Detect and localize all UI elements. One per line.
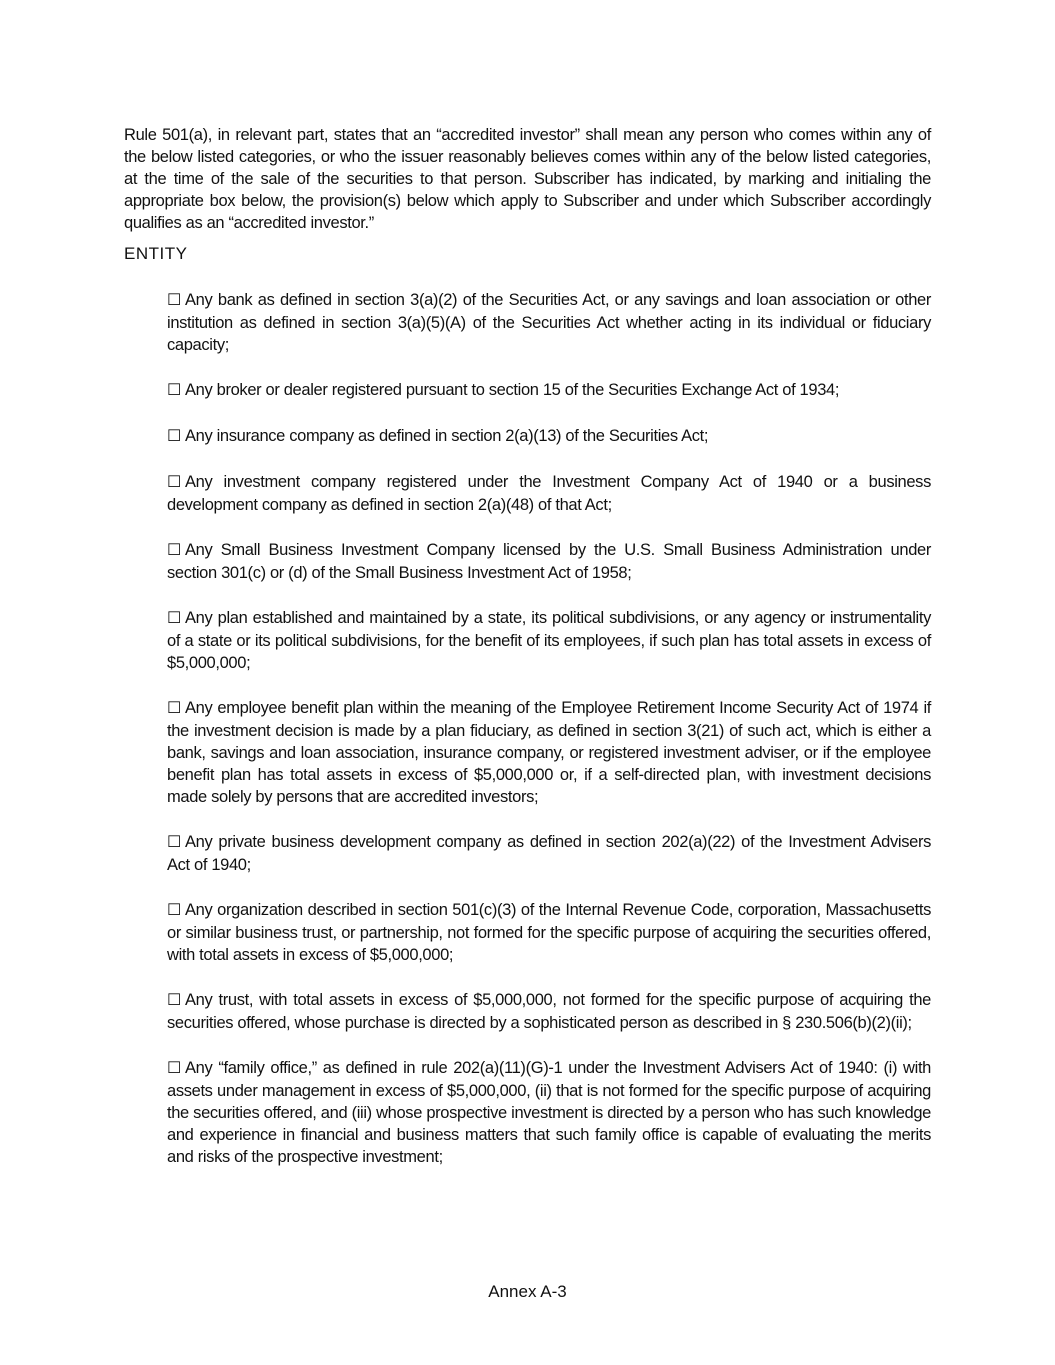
checkbox[interactable]: ☐ <box>167 700 181 717</box>
checkbox[interactable]: ☐ <box>167 992 181 1009</box>
checkbox[interactable]: ☐ <box>167 902 181 919</box>
checklist-item-text: Any insurance company as defined in section 2(a)(13) of the Securities Act; <box>185 427 709 445</box>
checklist-item-text: Any broker or dealer registered pursuant to section 15 of the Securities Exchange Act of 1934; <box>185 381 840 399</box>
checklist-item <box>167 607 931 674</box>
checkbox[interactable]: ☐ <box>167 542 181 559</box>
checklist-item <box>167 289 931 356</box>
checkbox[interactable]: ☐ <box>167 474 181 491</box>
checklist-item <box>167 425 931 448</box>
checkbox[interactable]: ☐ <box>167 428 181 445</box>
checklist-item-text: Any private business development company as defined in section 202(a)(22) of the Investment Advisers Act of 1940; <box>167 833 931 874</box>
checklist-item <box>167 697 931 808</box>
checklist-item <box>167 471 931 516</box>
checklist-item-text: Any Small Business Investment Company licensed by the U.S. Small Business Administration under section 301(c) or (d) of the Small Business Investment Act of 1958; <box>167 541 931 582</box>
checkbox[interactable]: ☐ <box>167 610 181 627</box>
checkbox[interactable]: ☐ <box>167 834 181 851</box>
section-heading: ENTITY <box>124 244 188 263</box>
checklist-item-text: Any plan established and maintained by a state, its political subdivisions, or any agency or instrumentality of a state or its political subdivisions, for the benefit of its employees, if such plan has total assets in excess of $5,000,000; <box>167 609 931 672</box>
accredited-investor-checklist <box>167 289 931 1191</box>
checklist-item <box>167 899 931 966</box>
checklist-item <box>167 989 931 1034</box>
checklist-item <box>167 831 931 876</box>
checklist-item <box>167 379 931 402</box>
checklist-item-text: Any organization described in section 501(c)(3) of the Internal Revenue Code, corporation, Massachusetts or similar business trust, or partnership, not formed for the specific purpose of acquiring the securities offered, with total assets in excess of $5,000,000; <box>167 901 931 964</box>
checkbox[interactable]: ☐ <box>167 292 181 309</box>
page-footer: Annex A-3 <box>488 1282 567 1301</box>
checklist-item <box>167 1057 931 1168</box>
checklist-item-text: Any investment company registered under the Investment Company Act of 1940 or a business development company as defined in section 2(a)(48) of that Act; <box>167 473 931 514</box>
checkbox[interactable]: ☐ <box>167 382 181 399</box>
checklist-item-text: Any employee benefit plan within the meaning of the Employee Retirement Income Security Act of 1974 if the investment decision is made by a plan fiduciary, as defined in section 3(21) of such act, which is either a bank, savings and loan association, insurance company, or registered investment adviser, or if the employee benefit plan has total assets in excess of $5,000,000 or, if a self-directed plan, with investment decisions made solely by persons that are accredited investors; <box>167 699 931 806</box>
intro-paragraph: Rule 501(a), in relevant part, states that an “accredited investor” shall mean any person who comes within any of the below listed categories, or who the issuer reasonably believes comes within any of the below listed categories, at the time of the sale of the securities to that person. Subscriber has indicated, by marking and initialing the appropriate box below, the provision(s) below which apply to Subscriber and under which Subscriber accordingly qualifies as an “accredited investor.” <box>124 126 931 232</box>
checklist-item-text: Any trust, with total assets in excess of $5,000,000, not formed for the specific purpose of acquiring the securities offered, whose purchase is directed by a sophisticated person as described in § 230.506(b)(2)(ii); <box>167 991 931 1032</box>
checklist-item-text: Any “family office,” as defined in rule 202(a)(11)(G)-1 under the Investment Advisers Act of 1940: (i) with assets under management in excess of $5,000,000, (ii) that is not formed for the specific purpose of acquiring the securities offered, and (iii) whose prospective investment is directed by a person who has such knowledge and experience in financial and business matters that such family office is capable of evaluating the merits and risks of the prospective investment; <box>167 1059 931 1166</box>
checklist-item-text: Any bank as defined in section 3(a)(2) of the Securities Act, or any savings and loan association or other institution as defined in section 3(a)(5)(A) of the Securities Act whether acting in its individual or fiduciary capacity; <box>167 291 931 354</box>
checklist-item <box>167 539 931 584</box>
checkbox[interactable]: ☐ <box>167 1060 181 1077</box>
